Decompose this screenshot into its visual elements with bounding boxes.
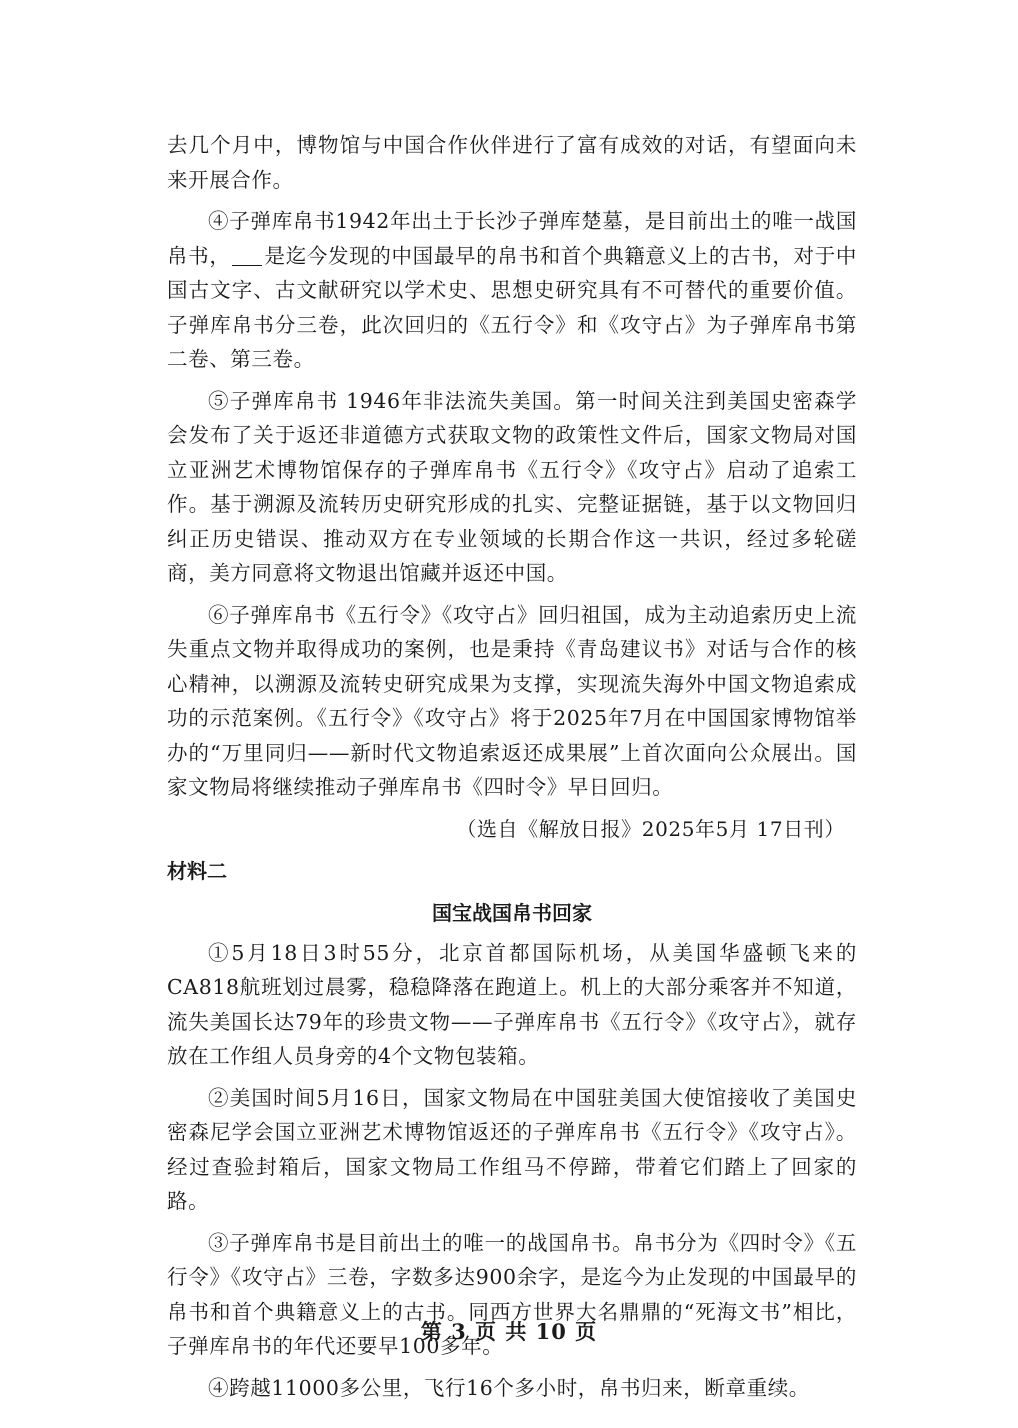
- section-label: 材料二: [167, 858, 227, 883]
- article-paragraph-3: ③子弹库帛书是目前出土的唯一的战国帛书。帛书分为《四时令》《五行令》《攻守占》三卷，字数多达900余字，是迄今为止发现的中国最早的帛书和首个典籍意义上的古书。同西方世界大名鼎鼎的“死海文书”相比，子弹库帛书的年代还要早100多年。: [167, 1230, 857, 1358]
- paragraph-6: ⑥子弹库帛书《五行令》《攻守占》回归祖国，成为主动追索历史上流失重点文物并取得成功的案例，也是秉持《青岛建议书》对话与合作的核心精神，以溯源及流转史研究成果为支撑，实现流失海外中国文物追索成功的示范案例。《五行令》《攻守占》将于2025年7月在中国国家博物馆举办的“万里同归——新时代文物追索返还成果展”上首次面向公众展出。国家文物局将继续推动子弹库帛书《四时令》早日回归。: [167, 602, 857, 799]
- article-paragraph-2: ②美国时间5月16日，国家文物局在中国驻美国大使馆接收了美国史密森尼学会国立亚洲艺术博物馆返还的子弹库帛书《五行令》《攻守占》。经过查验封箱后，国家文物局工作组马不停蹄，带着它们踏上了回家的路。: [167, 1085, 857, 1213]
- article-title: 国宝战国帛书回家: [432, 900, 592, 925]
- paragraph-4-start: ④子弹库帛书1942年出土于长沙子弹库楚墓，是目前出土的唯一战国帛书，: [167, 209, 857, 268]
- paragraph-5: ⑤子弹库帛书 1946年非法流失美国。第一时间关注到美国史密森学会发布了关于返还非道德方式获取文物的政策性文件后，国家文物局对国立亚洲艺术博物馆保存的子弹库帛书《五行令》《攻守占》启动了追索工作。基于溯源及流转历史研究形成的扎实、完整证据链，基于以文物回归纠正历史错误、推动双方在专业领域的长期合作这一共识，经过多轮磋商，美方同意将文物退出馆藏并返还中国。: [167, 388, 857, 585]
- document-page: [167, 128, 857, 1412]
- page-footer: 第 3 页 共 10 页: [420, 1319, 598, 1344]
- paragraph-continuation: 去几个月中，博物馆与中国合作伙伴进行了富有成效的对话，有望面向未来开展合作。: [167, 133, 857, 192]
- fill-in-blank: [232, 245, 262, 266]
- article-paragraph-4: ④跨越11000多公里，飞行16个多小时，帛书归来，断章重续。: [208, 1375, 810, 1400]
- source-citation: （选自《解放日报》2025年5月 17日刊）: [456, 816, 845, 841]
- paragraph-4-end: 是迄今发现的中国最早的帛书和首个典籍意义上的古书，对于中国古文字、古文献研究以学术史、思想史研究具有不可替代的重要价值。子弹库帛书分三卷，此次回归的《五行令》和《攻守占》为子弹库帛书第二卷、第三卷。: [167, 243, 857, 371]
- paragraph-4: [167, 204, 857, 377]
- article-paragraph-1: ①5月18日3时55分，北京首都国际机场，从美国华盛顿飞来的CA818航班划过晨雾，稳稳降落在跑道上。机上的大部分乘客并不知道，流失美国长达79年的珍贵文物——子弹库帛书《五行令》《攻守占》，就存放在工作组人员身旁的4个文物包装箱。: [167, 940, 857, 1068]
